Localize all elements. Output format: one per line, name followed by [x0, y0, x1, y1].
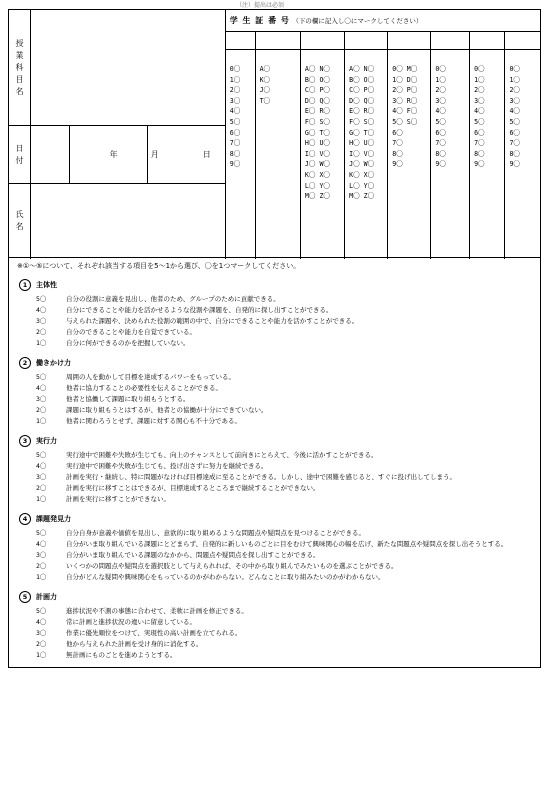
section-number-4: 4: [19, 513, 31, 525]
id-mark-column-8[interactable]: 0〇 1〇 2〇 3〇 4〇 5〇 6〇 7〇 8〇 9〇: [505, 50, 541, 258]
item-description: 自分の役割に意義を見出し、他者のため、グループのために貢献できる。: [66, 295, 280, 303]
date-field-blank[interactable]: [31, 126, 70, 184]
item-description: 他から与えられた計画を受け身的に消化する。: [66, 640, 203, 648]
name-label: 氏 名: [9, 184, 31, 258]
item-description: 実行途中で困難や失敗が生じても、向上のチャンスとして前向きにとらえて、今後に活かすことができる。: [66, 451, 378, 459]
score-mark[interactable]: 2〇: [36, 484, 47, 492]
item-description: 自分自身が意義や価値を見出し、意欲的に取り組めるような問題点や疑問点を見つけることができる。: [66, 529, 365, 537]
item-description: いくつかの問題点や疑問点を選択肢として与えられれば、その中から取り組んでみたいものを選ぶことができる。: [66, 562, 398, 570]
score-mark[interactable]: 3〇: [36, 629, 47, 637]
score-mark[interactable]: 5〇: [36, 373, 47, 381]
id-mark-column-6[interactable]: 0〇 1〇 2〇 3〇 4〇 5〇 6〇 7〇 8〇 9〇: [431, 50, 470, 258]
id-write-box-8[interactable]: [505, 32, 541, 50]
score-mark[interactable]: 3〇: [36, 551, 47, 559]
id-mark-column-5[interactable]: 0〇 M〇 1〇 D〇 2〇 P〇 3〇 R〇 4〇 F〇 5〇 S〇 6〇 7〇 8〇 9〇: [388, 50, 431, 258]
instruction-text: ※①〜⑤について、それぞれ該当する項目を5〜1から選び、〇を1つマークしてください。: [17, 262, 301, 270]
id-write-box-2[interactable]: [255, 32, 300, 50]
score-mark[interactable]: 5〇: [36, 529, 47, 537]
id-mark-column-4[interactable]: A〇 N〇 B〇 O〇 C〇 P〇 D〇 Q〇 E〇 R〇 F〇 S〇 G〇 T〇 H〇 U〇 I〇 V〇 J〇 W〇 K〇 X〇 L〇 Y〇 M〇 Z〇: [345, 50, 388, 258]
rubric-item[interactable]: [36, 316, 540, 327]
rubric-item[interactable]: [36, 650, 540, 661]
id-mark-column-2[interactable]: A〇 K〇 J〇 T〇: [255, 50, 300, 258]
score-mark[interactable]: 1〇: [36, 573, 47, 581]
rubric-item[interactable]: [36, 494, 540, 505]
score-mark[interactable]: 5〇: [36, 295, 47, 303]
section-title-1: 主体性: [36, 281, 57, 289]
student-id-header: [225, 10, 540, 32]
item-description: 自分がいま取り組んでいる課題にとどまらず、自発的に新しいものごとに目をむけて興味関心の幅を広げ、新たな問題点や疑問点を探し出そうとする。: [66, 540, 508, 548]
subject-field[interactable]: [31, 10, 226, 126]
rubric-item[interactable]: [36, 461, 540, 472]
rubric-item[interactable]: [36, 294, 540, 305]
score-mark[interactable]: 4〇: [36, 306, 47, 314]
score-mark[interactable]: 4〇: [36, 462, 47, 470]
subject-label: 授 業 科 目 名: [9, 10, 31, 126]
id-write-box-7[interactable]: [470, 32, 505, 50]
date-month-day-field[interactable]: [148, 126, 225, 184]
section-number-3: 3: [19, 435, 31, 447]
rubric-item[interactable]: [36, 639, 540, 650]
rubric-item[interactable]: [36, 617, 540, 628]
section-3: [19, 435, 540, 505]
section-2: [19, 357, 540, 427]
rubric-item[interactable]: [36, 383, 540, 394]
score-mark[interactable]: 1〇: [36, 495, 47, 503]
section-4: [19, 513, 540, 583]
item-description: 自分にできることや能力を活かせるような役割や課題を、自発的に探し出すことができる。: [66, 306, 333, 314]
item-description: 他者と協働して課題に取り組もうとする。: [66, 395, 190, 403]
id-write-box-4[interactable]: [345, 32, 388, 50]
id-write-box-5[interactable]: [388, 32, 431, 50]
rubric-item[interactable]: [36, 483, 540, 494]
item-description: 他者に協力することの必要性を伝えることができる。: [66, 384, 222, 392]
rubric-item[interactable]: [36, 305, 540, 316]
rubric-item[interactable]: [36, 572, 540, 583]
item-description: 自分に何ができるのかを把握していない。: [66, 339, 190, 347]
rubric-item[interactable]: [36, 628, 540, 639]
rubric-item[interactable]: [36, 539, 540, 550]
item-description: 自分のできることや能力を自覚できている。: [66, 328, 196, 336]
score-mark[interactable]: 2〇: [36, 640, 47, 648]
score-mark[interactable]: 2〇: [36, 562, 47, 570]
rubric-item[interactable]: [36, 450, 540, 461]
section-title-4: 課題発見力: [36, 515, 71, 523]
item-description: 計画を実行・継続し、特に問題がなければ目標達成に至ることができる。しかし、途中で困難を感じると、すぐに投げ出してしまう。: [66, 473, 456, 481]
section-title-3: 実行力: [36, 437, 57, 445]
student-id-title: 学 生 証 番 号: [229, 16, 290, 25]
section-number-5: 5: [19, 591, 31, 603]
score-mark[interactable]: 5〇: [36, 451, 47, 459]
rubric-item[interactable]: [36, 338, 540, 349]
item-description: 作業に優先順位をつけて、実現性の高い計画を立てられる。: [66, 629, 242, 637]
score-mark[interactable]: 4〇: [36, 384, 47, 392]
score-mark[interactable]: 3〇: [36, 317, 47, 325]
rubric-item[interactable]: [36, 394, 540, 405]
section-title-5: 計画力: [36, 593, 57, 601]
id-write-box-1[interactable]: [225, 32, 255, 50]
date-year-field[interactable]: [69, 126, 148, 184]
rubric-item[interactable]: [36, 472, 540, 483]
item-description: 周囲の人を動かして目標を達成するパワーをもっている。: [66, 373, 235, 381]
month-label: 月: [150, 150, 159, 159]
score-mark[interactable]: 5〇: [36, 607, 47, 615]
rubric-item[interactable]: [36, 606, 540, 617]
day-label: 日: [202, 150, 211, 159]
score-mark[interactable]: 1〇: [36, 417, 47, 425]
score-mark[interactable]: 2〇: [36, 328, 47, 336]
rubric-item[interactable]: [36, 327, 540, 338]
year-label: 年: [109, 150, 118, 159]
rubric-item[interactable]: [36, 405, 540, 416]
score-mark[interactable]: 1〇: [36, 651, 47, 659]
section-number-1: 1: [19, 279, 31, 291]
top-caption-text: （注）提出は必須: [236, 2, 285, 9]
name-field[interactable]: [31, 184, 226, 258]
item-description: 進捗状況や不測の事態に合わせて、柔軟に計画を修正できる。: [66, 607, 248, 615]
date-label: 日 付: [9, 126, 31, 184]
rubric-item[interactable]: [36, 416, 540, 427]
id-mark-column-3[interactable]: A〇 N〇 B〇 O〇 C〇 P〇 D〇 Q〇 E〇 R〇 F〇 S〇 G〇 T〇 H〇 U〇 I〇 V〇 J〇 W〇 K〇 X〇 L〇 Y〇 M〇 Z〇: [300, 50, 344, 258]
student-id-note: （下の欄に記入し〇にマークしてください）: [292, 17, 423, 25]
section-number-2: 2: [19, 357, 31, 369]
item-description: 他者に関わろうとせず、課題に対する関心も不十分である。: [66, 417, 241, 425]
score-mark[interactable]: 2〇: [36, 406, 47, 414]
item-description: 計画を実行に移すことができない。: [66, 495, 170, 503]
item-description: 計画を実行に移すことはできるが、目標達成するところまで継続することができない。: [66, 484, 320, 492]
score-mark[interactable]: 3〇: [36, 395, 47, 403]
item-description: 課題に取り組もうとはするが、他者との協働が十分にできていない。: [66, 406, 268, 414]
id-write-box-3[interactable]: [300, 32, 344, 50]
item-description: 実行途中で困難や失敗が生じても、投げ出さずに努力を継続できる。: [66, 462, 268, 470]
score-mark[interactable]: 3〇: [36, 473, 47, 481]
id-mark-column-7[interactable]: 0〇 1〇 2〇 3〇 4〇 5〇 6〇 7〇 8〇 9〇: [470, 50, 505, 258]
item-description: 無計画にものごとを進めようとする。: [66, 651, 177, 659]
rubric-item[interactable]: [36, 372, 540, 383]
answer-sheet-table: [8, 9, 541, 668]
section-5: [19, 591, 540, 661]
rubric-area: [9, 258, 541, 668]
score-mark[interactable]: 4〇: [36, 618, 47, 626]
item-description: 自分がどんな疑問や興味関心をもっているのかがわからない。どんなことに取り組みたいのかがわからない。: [66, 573, 385, 581]
id-write-box-6[interactable]: [431, 32, 470, 50]
item-description: 自分がいま取り組んでいる課題のなかから、問題点や疑問点を探し出すことができる。: [66, 551, 320, 559]
rubric-item[interactable]: [36, 561, 540, 572]
score-mark[interactable]: 4〇: [36, 540, 47, 548]
id-mark-column-1[interactable]: 0〇 1〇 2〇 3〇 4〇 5〇 6〇 7〇 8〇 9〇: [225, 50, 255, 258]
section-title-2: 働きかけ力: [36, 359, 71, 367]
section-1: [19, 279, 540, 349]
rubric-item[interactable]: [36, 550, 540, 561]
item-description: 常に計画と進捗状況の違いに留意している。: [66, 618, 196, 626]
rubric-item[interactable]: [36, 528, 540, 539]
score-mark[interactable]: 1〇: [36, 339, 47, 347]
item-description: 与えられた課題や、決められた役割の範囲の中で、自分にできることや能力を活かすことができる。: [66, 317, 359, 325]
